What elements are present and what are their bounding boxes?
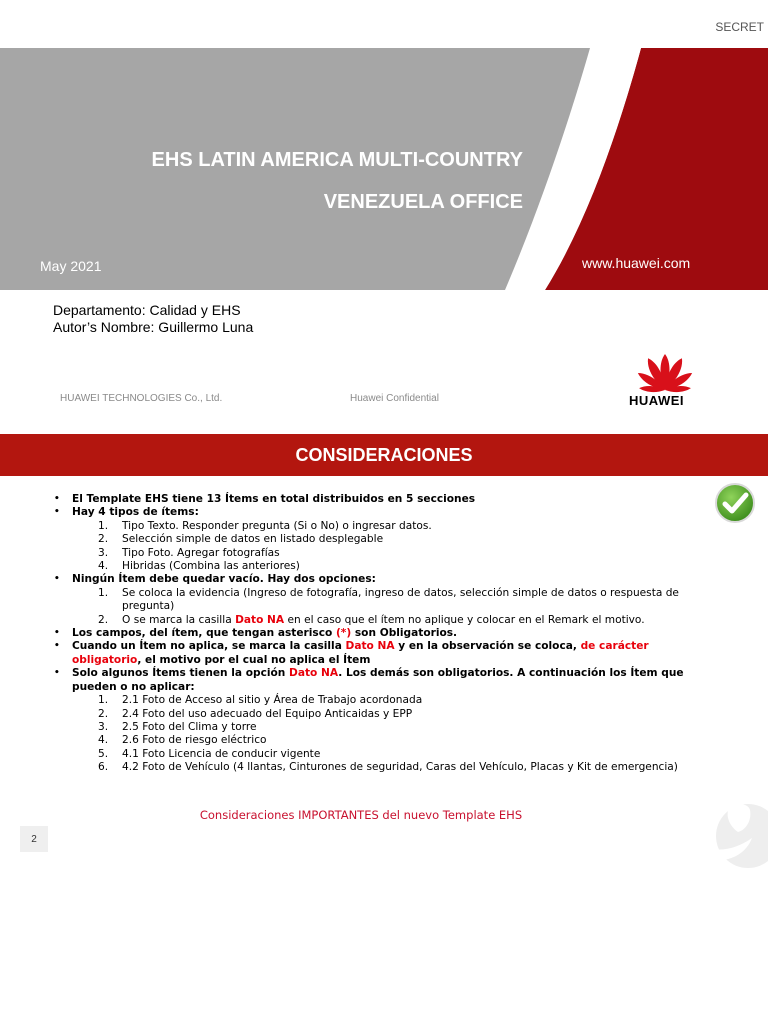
bullet-text: son Obligatorios. <box>351 627 458 640</box>
watermark-icon <box>708 802 768 868</box>
huawei-logo-text: HUAWEI <box>629 393 684 408</box>
sublist-container <box>54 694 694 774</box>
sublist-container <box>54 587 694 627</box>
author-label: Autor’s Nombre: Guillermo Luna <box>53 319 254 335</box>
list-item <box>54 506 694 519</box>
bullet-text: Cuando un Ítem no aplica, se marca la casilla <box>72 640 346 653</box>
bullet-text: Ningún Ítem debe quedar vacío. Hay dos opciones: <box>72 573 376 586</box>
website-link[interactable]: www.huawei.com <box>582 255 691 271</box>
presentation-title-line1: EHS LATIN AMERICA MULTI-COUNTRY <box>151 149 523 171</box>
bullet-text: El Template EHS tiene 13 Ítems en total distribuidos en 5 secciones <box>72 493 476 505</box>
highlight-text: (*) <box>335 627 352 640</box>
item-number: 1. <box>98 519 109 532</box>
item-number: 1. <box>98 694 109 707</box>
sublist-container <box>54 520 694 574</box>
bullet-text: y en la observación se coloca, <box>394 640 581 653</box>
sub-item-text: Selección simple de datos en listado desplegable <box>122 533 384 546</box>
list-item <box>54 640 694 667</box>
item-number: 2. <box>98 613 109 626</box>
bullet-text: , el motivo por el cual no aplica el Ítem <box>137 653 371 666</box>
sub-list-item <box>54 694 694 707</box>
bullet-text: Solo algunos Ítems tienen la opción <box>72 667 290 680</box>
item-number: 3. <box>98 546 109 559</box>
item-number: 4. <box>98 734 109 747</box>
sub-list-item <box>54 734 694 747</box>
footer-confidential: Huawei Confidential <box>350 393 439 404</box>
section-title: CONSIDERACIONES <box>295 444 473 465</box>
sub-list-item <box>54 520 694 533</box>
item-number: 3. <box>98 720 109 733</box>
considerations-list <box>54 493 694 775</box>
section-header <box>0 434 768 476</box>
sub-item-text: 2.1 Foto de Acceso al sitio y Área de Trabajo acordonada <box>122 694 423 707</box>
sub-list-item <box>54 708 694 721</box>
sub-item-text: Tipo Foto. Agregar fotografías <box>122 546 280 559</box>
department-label: Departamento: Calidad y EHS <box>53 302 241 318</box>
sub-item-text: Tipo Texto. Responder pregunta (Si o No) o ingresar datos. <box>122 519 432 532</box>
sub-list-item <box>54 547 694 560</box>
sub-list-item <box>54 614 694 627</box>
highlight-text: Dato NA <box>345 640 395 653</box>
check-circle-icon <box>714 482 756 524</box>
options-list <box>54 587 694 627</box>
item-types-list <box>54 520 694 574</box>
sub-item-text: 2.4 Foto del uso adecuado del Equipo Anticaidas y EPP <box>122 707 413 720</box>
item-number: 5. <box>98 747 109 760</box>
sub-list-item <box>54 761 694 774</box>
list-item <box>54 493 694 506</box>
item-number: 2. <box>98 707 109 720</box>
list-item <box>54 627 694 640</box>
bullet-text: Hay 4 tipos de ítems: <box>72 506 199 519</box>
sub-item-text: 2.5 Foto del Clima y torre <box>122 720 257 733</box>
item-number: 1. <box>98 586 109 599</box>
sub-item-text: O se marca la casilla <box>122 613 236 626</box>
item-number: 6. <box>98 761 109 774</box>
sub-list-item <box>54 721 694 734</box>
sub-list-item <box>54 560 694 573</box>
list-item <box>54 573 694 586</box>
footer-company: HUAWEI TECHNOLOGIES Co., Ltd. <box>60 393 223 404</box>
bullet-text: . Los demás son obligatorios. A continuación los Ítem que pueden o no aplicar: <box>72 667 684 693</box>
presentation-title-line2: VENEZUELA OFFICE <box>323 191 523 213</box>
sub-item-text: en el caso que el ítem no aplique y colocar en el Remark el motivo. <box>284 613 645 626</box>
presentation-date: May 2021 <box>40 258 102 274</box>
sub-list-item <box>54 533 694 546</box>
sub-list-item <box>54 748 694 761</box>
item-number: 4. <box>98 560 109 573</box>
sub-item-text: 2.6 Foto de riesgo eléctrico <box>122 734 267 747</box>
page-number-text: 2 <box>31 833 37 845</box>
important-note: Consideraciones IMPORTANTES del nuevo Template EHS <box>199 808 523 822</box>
highlight-text: Dato NA <box>289 667 339 680</box>
sub-list-item <box>54 587 694 614</box>
page-number <box>20 826 48 852</box>
highlight-text: de carácter obligatorio <box>72 640 649 666</box>
optional-items-list <box>54 694 694 774</box>
item-number: 2. <box>98 533 109 546</box>
sub-item-text: Se coloca la evidencia (Ingreso de fotografía, ingreso de datos, selección simple de datos o respuesta de pregunta) <box>122 586 679 613</box>
classification-label: SECRET <box>715 20 764 34</box>
bullet-text: Los campos, del ítem, que tengan asterisco <box>72 627 336 640</box>
sub-item-text: 4.2 Foto de Vehículo (4 llantas, Cinturones de seguridad, Caras del Vehículo, Placas y Kit de emergencia) <box>122 761 678 774</box>
sub-item-text: 4.1 Foto Licencia de conducir vigente <box>122 747 321 760</box>
highlight-text: Dato NA <box>235 613 285 626</box>
sub-item-text: Hibridas (Combina las anteriores) <box>122 560 300 573</box>
list-item <box>54 667 694 694</box>
